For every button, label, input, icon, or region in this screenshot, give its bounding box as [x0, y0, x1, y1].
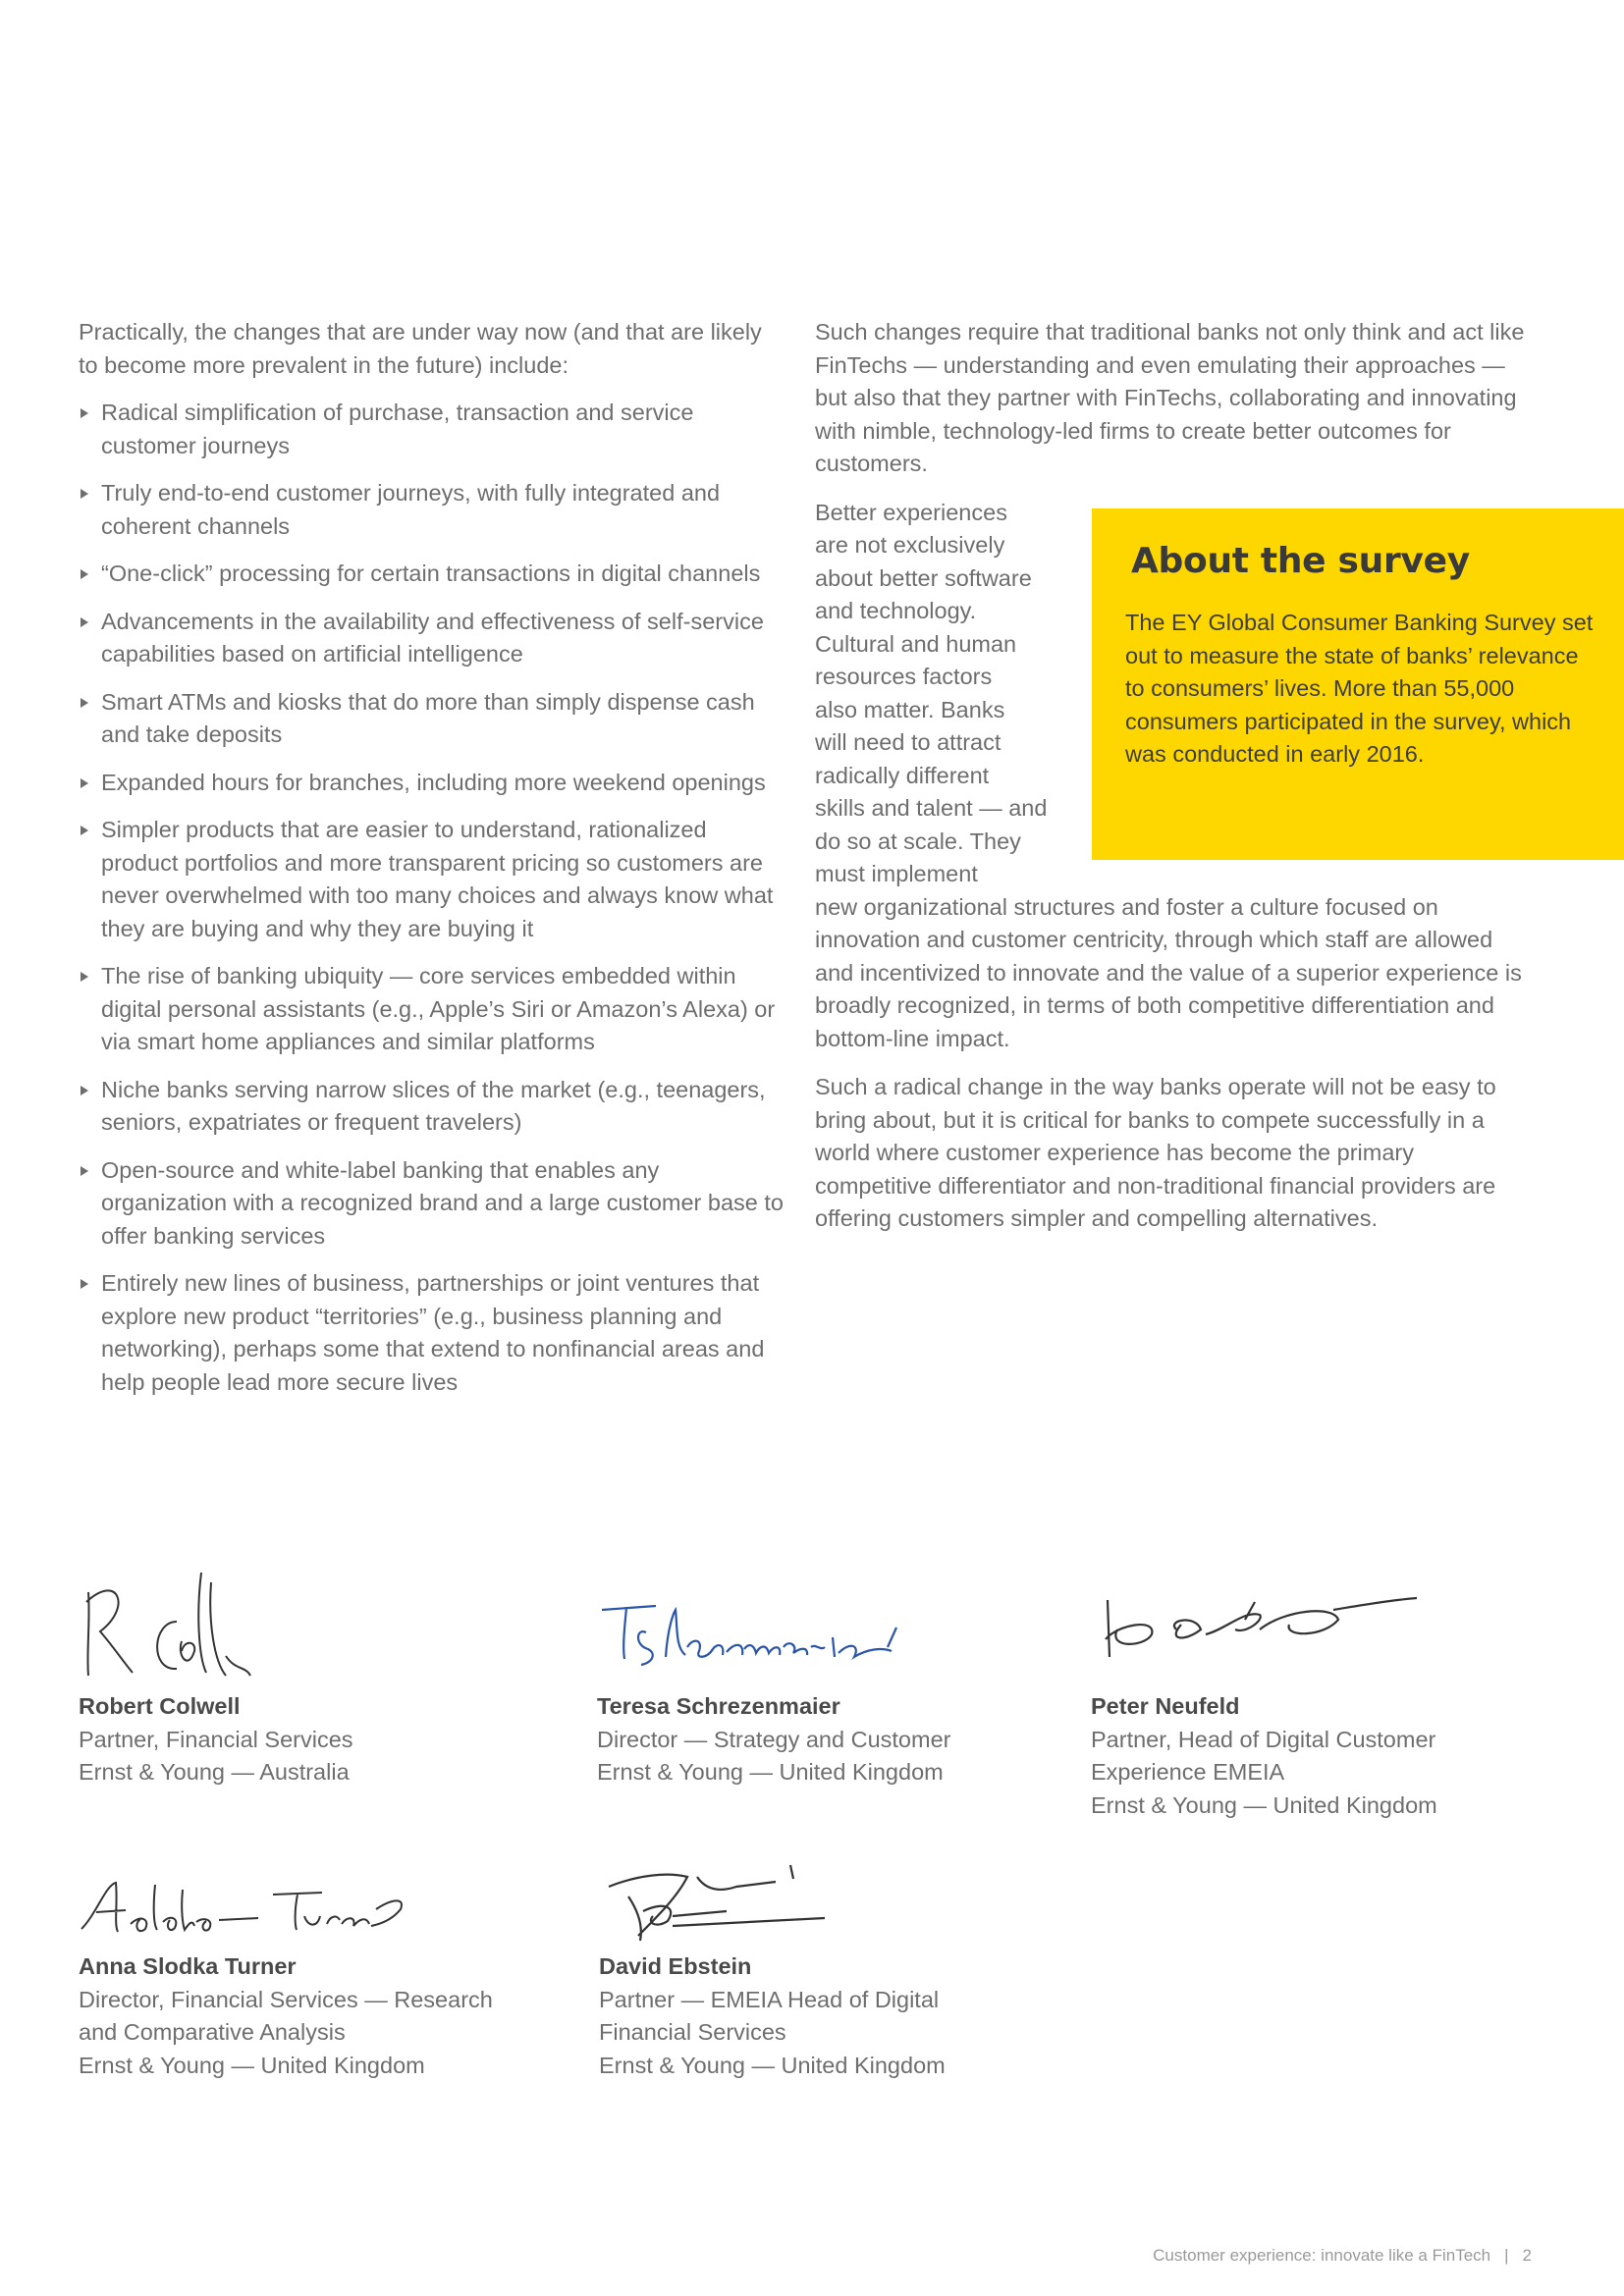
- list-item: Truly end-to-end customer journeys, with fully integrated and coherent channels: [79, 477, 785, 543]
- signatory-title: Experience EMEIA: [1091, 1759, 1285, 1785]
- signatory-name: Peter Neufeld: [1091, 1693, 1240, 1719]
- list-item: Open-source and white-label banking that enables any organization with a recognized brand and a large customer base to offer banking services: [79, 1154, 785, 1254]
- signatory-name: Anna Slodka Turner: [79, 1953, 297, 1979]
- signature-anna-slodka-turner: [77, 1875, 430, 1944]
- signature-teresa-schrezenmaier: [597, 1588, 921, 1677]
- signatory-firm: Ernst & Young — United Kingdom: [599, 2052, 946, 2078]
- bullet-arrow-icon: [81, 1166, 88, 1176]
- signatory-title: and Comparative Analysis: [79, 2019, 346, 2045]
- bullet-arrow-icon: [81, 1086, 88, 1095]
- signatory-teresa-schrezenmaier: [597, 1690, 950, 1789]
- footer-divider: |: [1504, 2246, 1509, 2265]
- left-column: [79, 316, 785, 1414]
- bullet-arrow-icon: [81, 1279, 88, 1289]
- list-item: Simpler products that are easier to understand, rationalized product portfolios and more transparent pricing so customers are never overwhelmed with too many choices and always know what they are buying and why they are buying it: [79, 814, 785, 945]
- signatory-title: Financial Services: [599, 2019, 786, 2045]
- bullet-arrow-icon: [81, 489, 88, 499]
- bullet-arrow-icon: [81, 617, 88, 627]
- signatory-firm: Ernst & Young — United Kingdom: [79, 2052, 425, 2078]
- partner-paragraph: Such changes require that traditional banks not only think and act like FinTechs — understanding and even emulating their approaches — but also that they partner with FinTechs, collaborating and innovating with nimble, technology-led firms to create better outcomes for customers.: [815, 319, 1525, 476]
- change-list: [79, 397, 785, 1399]
- list-item: The rise of banking ubiquity — core services embedded within digital personal assistants (e.g., Apple’s Siri or Amazon’s Alexa) or via smart home appliances and similar platforms: [79, 960, 785, 1059]
- page-footer: [1070, 2246, 1532, 2266]
- conclusion-paragraph: Such a radical change in the way banks operate will not be easy to bring about, but it is critical for banks to compete successfully in a world where customer experience has become the primary competitive differentiator and non-traditional financial providers are offering customers simpler and compelling alternatives.: [815, 1074, 1496, 1231]
- signatory-anna-slodka-turner: [79, 1950, 493, 2082]
- signatory-name: Teresa Schrezenmaier: [597, 1693, 840, 1719]
- signatory-title: Partner — EMEIA Head of Digital: [599, 1986, 940, 2012]
- survey-body: The EY Global Consumer Banking Survey set out to measure the state of banks’ relevance to consumers’ lives. More than 55,000 consumers participated in the survey, which was conducted in early 2016.: [1125, 610, 1594, 767]
- list-item: Expanded hours for branches, including more weekend openings: [79, 767, 785, 800]
- signatory-title: Director, Financial Services — Research: [79, 1986, 493, 2012]
- survey-title: About the survey: [1131, 541, 1470, 581]
- signatory-title: Director — Strategy and Customer: [597, 1726, 951, 1752]
- signatory-title: Partner, Financial Services: [79, 1726, 353, 1752]
- list-item: Advancements in the availability and effectiveness of self-service capabilities based on artificial intelligence: [79, 606, 785, 671]
- list-item: Niche banks serving narrow slices of the market (e.g., teenagers, seniors, expatriates or frequent travelers): [79, 1074, 785, 1140]
- signatory-firm: Ernst & Young — United Kingdom: [1091, 1791, 1437, 1818]
- signatory-firm: Ernst & Young — United Kingdom: [597, 1759, 944, 1785]
- intro-paragraph: Practically, the changes that are under way now (and that are likely to become more prevalent in the future) include:: [79, 319, 762, 378]
- signature-robert-colwell: [79, 1563, 255, 1690]
- about-survey-box: [1092, 508, 1624, 860]
- signatory-peter-neufeld: [1091, 1690, 1437, 1822]
- signatory-firm: Ernst & Young — Australia: [79, 1759, 350, 1785]
- list-item: Entirely new lines of business, partnerships or joint ventures that explore new product “territories” (e.g., business planning and networking), perhaps some that extend to nonfinancial areas and help people lead more secure lives: [79, 1267, 785, 1399]
- bullet-arrow-icon: [81, 826, 88, 835]
- bullet-arrow-icon: [81, 569, 88, 579]
- list-item: Radical simplification of purchase, transaction and service customer journeys: [79, 397, 785, 462]
- bullet-arrow-icon: [81, 778, 88, 788]
- signatory-name: Robert Colwell: [79, 1693, 241, 1719]
- bullet-arrow-icon: [81, 408, 88, 418]
- page-number: 2: [1522, 2246, 1532, 2265]
- signatory-robert-colwell: [79, 1690, 353, 1789]
- signature-david-ebstein: [599, 1857, 835, 1955]
- bullet-arrow-icon: [81, 698, 88, 708]
- signatory-name: David Ebstein: [599, 1953, 752, 1979]
- list-item: Smart ATMs and kiosks that do more than simply dispense cash and take deposits: [79, 686, 785, 752]
- signature-peter-neufeld: [1088, 1580, 1422, 1669]
- culture-paragraph: Better experiences are not exclusively about better software and technology. Cultural and human resources factors also matter. Banks will need to attract radically different skills and talent — and do so at scale. They must implement new organizational structures and foster a culture focused on innovation and customer centricity, through which staff are allowed and incentivized to innovate and the value of a superior experience is broadly recognized, in terms of both competitive differentiation and bottom-line impact.: [815, 499, 1522, 1051]
- signatory-david-ebstein: [599, 1950, 946, 2082]
- signatory-title: Partner, Head of Digital Customer: [1091, 1726, 1436, 1752]
- footer-title: Customer experience: innovate like a FinTech: [1153, 2246, 1491, 2265]
- bullet-arrow-icon: [81, 972, 88, 982]
- list-item: “One-click” processing for certain transactions in digital channels: [79, 558, 785, 591]
